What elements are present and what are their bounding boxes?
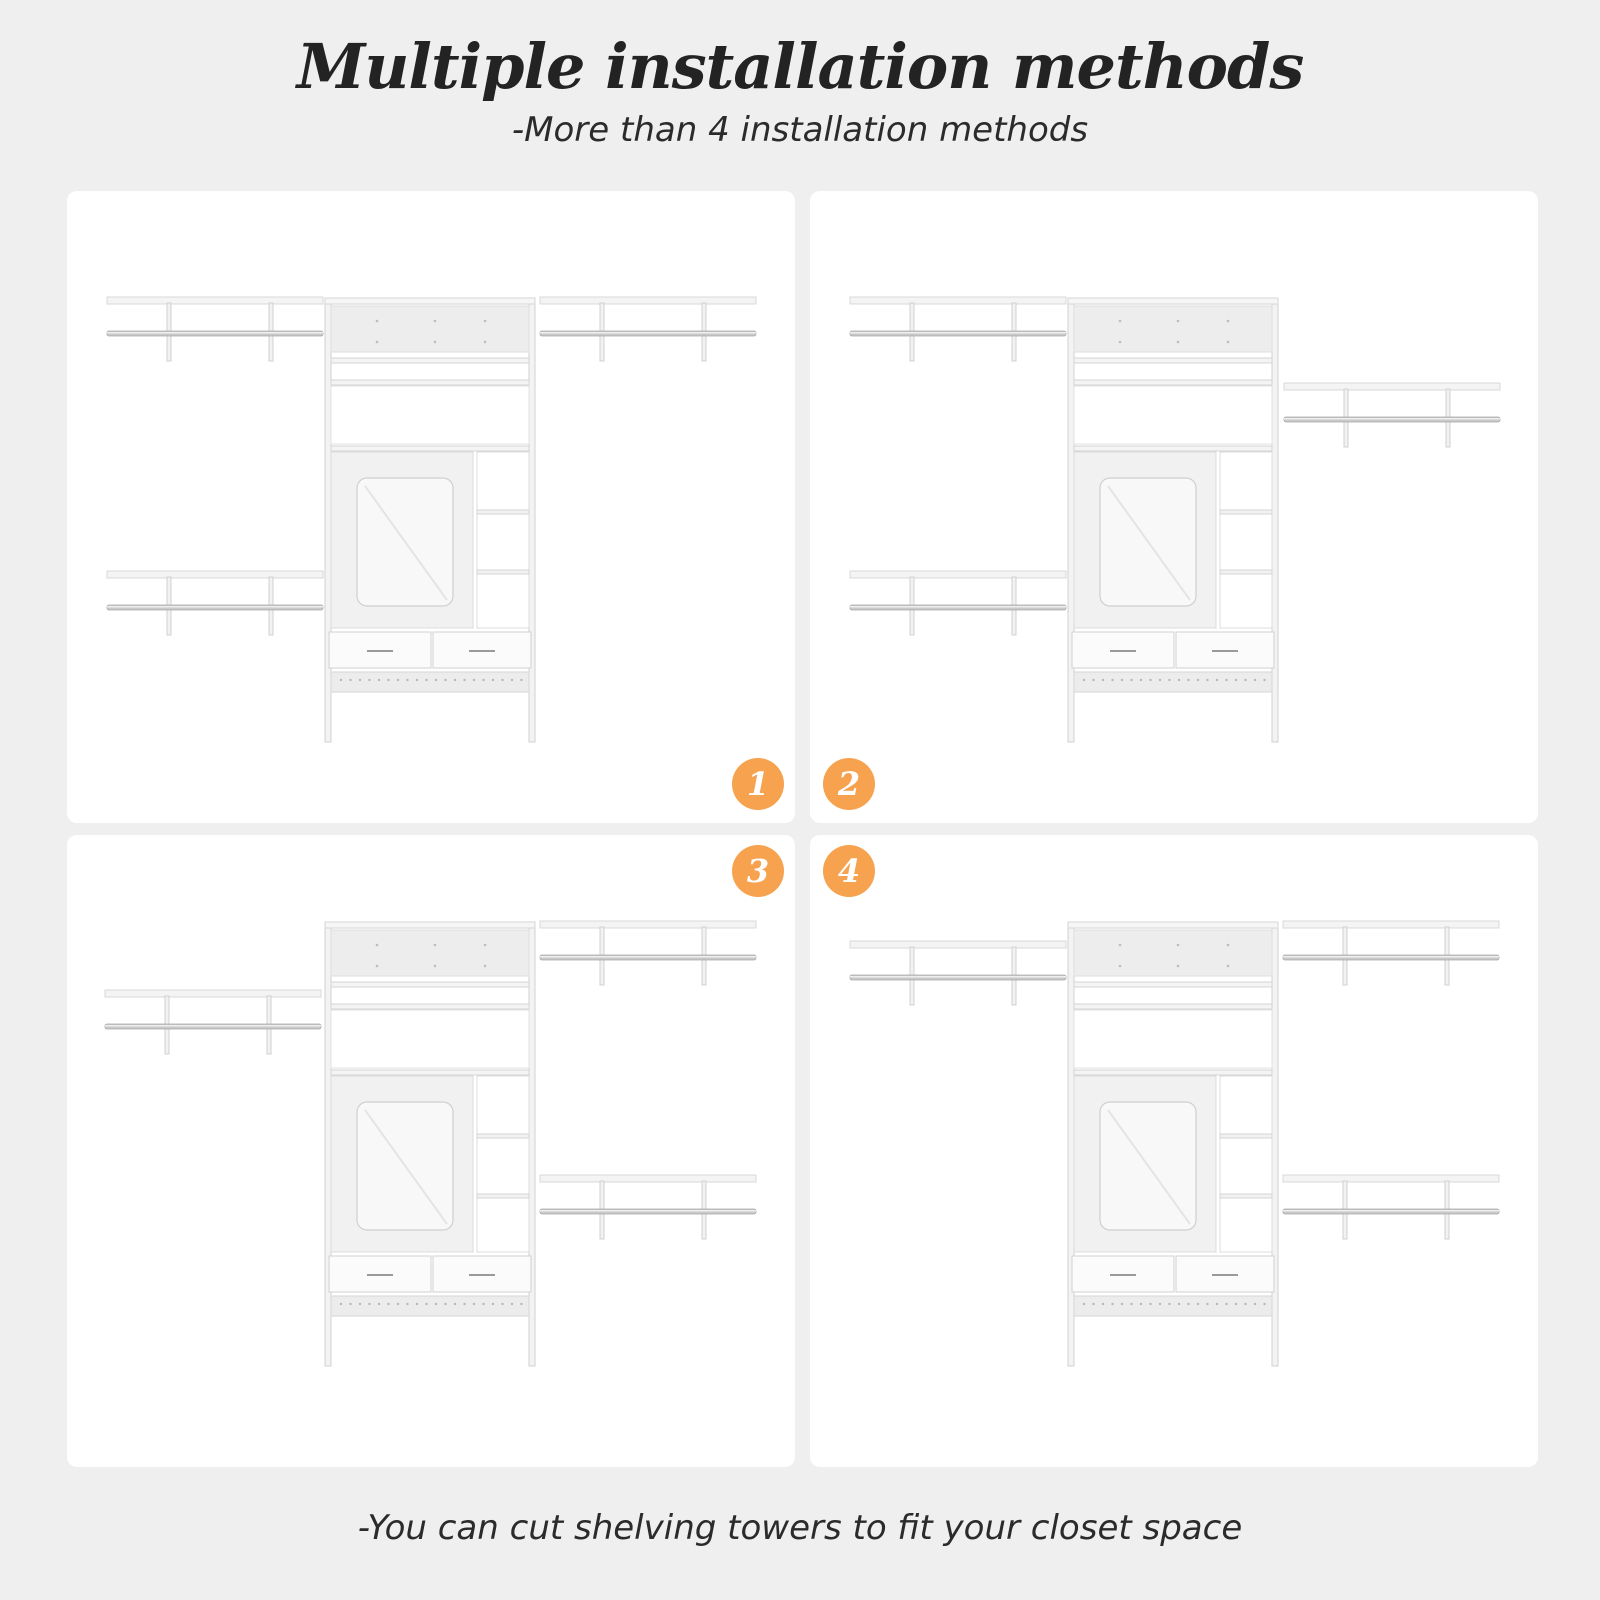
shelf-pin-hole [484, 944, 487, 947]
shelf-pin-hole [376, 944, 379, 947]
base-dot [378, 679, 380, 681]
side-cubby-shelf [477, 510, 529, 514]
shelf-pin-hole [376, 965, 379, 968]
closet-diagram-3 [67, 835, 795, 1467]
shelf-board [1284, 383, 1500, 390]
base-dot [1197, 679, 1199, 681]
shelf-pin-hole [1177, 341, 1180, 344]
side-cubby-shelf [1220, 510, 1272, 514]
tower-side-right [1272, 302, 1278, 742]
base-dot [492, 1303, 494, 1305]
base-dot [520, 679, 522, 681]
tower-open-cubby [331, 1010, 529, 1068]
drawer-handle [469, 1274, 495, 1276]
hanging-section-right-top [540, 297, 756, 361]
hanging-section-left-top [107, 297, 323, 361]
tower-shelf [1074, 380, 1272, 385]
hanging-section-left-bottom [107, 571, 323, 635]
base-dot [435, 679, 437, 681]
tower-open-cubby [1074, 1010, 1272, 1068]
base-dot [1225, 679, 1227, 681]
installation-method-panel-1 [67, 191, 795, 823]
closet-diagram-1 [67, 191, 795, 823]
base-dot [1206, 679, 1208, 681]
base-dot [501, 1303, 503, 1305]
base-dot [1187, 679, 1189, 681]
base-dot [1159, 679, 1161, 681]
base-dot [1140, 1303, 1142, 1305]
shelf-pin-hole [376, 341, 379, 344]
shelf-board [540, 1175, 756, 1182]
base-dot [520, 1303, 522, 1305]
base-dot [359, 1303, 361, 1305]
base-dot [1149, 679, 1151, 681]
shelf-board [1283, 1175, 1499, 1182]
tower-top [325, 298, 535, 304]
closet-diagram-2 [810, 191, 1538, 823]
base-dot [416, 679, 418, 681]
hanging-section-right-top [1283, 921, 1499, 985]
side-cubbies [1220, 452, 1272, 628]
base-dot [349, 679, 351, 681]
base-dot [444, 1303, 446, 1305]
shelf-pin-hole [434, 965, 437, 968]
base-dot [1092, 1303, 1094, 1305]
tower-shelf [331, 446, 529, 451]
base-dot [1235, 1303, 1237, 1305]
drawer-handle [367, 1274, 393, 1276]
base-dot [1254, 1303, 1256, 1305]
base-dot [1168, 679, 1170, 681]
tower-shelf [331, 982, 529, 987]
installation-method-panel-4 [810, 835, 1538, 1467]
shelf-pin-hole [1177, 944, 1180, 947]
tower-shelf [1074, 1004, 1272, 1009]
base-dot [1121, 679, 1123, 681]
tower-top-cubby [1074, 306, 1272, 352]
installation-method-panel-3 [67, 835, 795, 1467]
base-dot [1178, 679, 1180, 681]
rod-highlight [850, 606, 1066, 608]
shelf-pin-hole [1227, 965, 1230, 968]
drawer-handle [1212, 1274, 1238, 1276]
base-dot [1102, 1303, 1104, 1305]
tower-side-right [529, 926, 535, 1366]
shelf-pin-hole [376, 320, 379, 323]
base-dot [1254, 679, 1256, 681]
method-number-badge-2: 2 [823, 758, 875, 810]
side-cubby-shelf [477, 1194, 529, 1198]
hanging-section-right-bottom [1283, 1175, 1499, 1239]
tower-open-cubby [331, 386, 529, 444]
base-dot [1111, 679, 1113, 681]
shelf-board [1283, 921, 1499, 928]
rod-highlight [540, 956, 756, 958]
tower-side-left [1068, 302, 1074, 742]
tower-shelf [331, 1070, 529, 1075]
rod-highlight [540, 332, 756, 334]
base-dot [1263, 1303, 1265, 1305]
side-cubby-shelf [1220, 1134, 1272, 1138]
base-dot [416, 1303, 418, 1305]
page-title: Multiple installation methods [296, 30, 1304, 103]
base-dot [1178, 1303, 1180, 1305]
shelf-board [850, 941, 1066, 948]
base-dot [1216, 1303, 1218, 1305]
base-dot [387, 679, 389, 681]
hanging-section-left-bottom [850, 571, 1066, 635]
shelving-tower [1068, 298, 1278, 742]
tower-side-left [1068, 926, 1074, 1366]
shelf-board [107, 297, 323, 304]
tower-shelf [1074, 1070, 1272, 1075]
base-dot [425, 1303, 427, 1305]
tower-side-left [325, 926, 331, 1366]
rod-highlight [1284, 418, 1500, 420]
rod-highlight [107, 332, 323, 334]
shelf-board [850, 297, 1066, 304]
base-dot [1130, 1303, 1132, 1305]
side-cubbies [477, 1076, 529, 1252]
base-dot [463, 1303, 465, 1305]
base-dot [454, 679, 456, 681]
side-cubby-shelf [1220, 570, 1272, 574]
base-dot [482, 679, 484, 681]
shelf-pin-hole [1119, 320, 1122, 323]
shelf-board [540, 297, 756, 304]
base-dot [425, 679, 427, 681]
base-dot [1083, 1303, 1085, 1305]
shelf-pin-hole [1119, 965, 1122, 968]
shelf-board [540, 921, 756, 928]
base-dot [397, 1303, 399, 1305]
tower-base-shelf [1074, 1296, 1272, 1316]
shelf-pin-hole [1177, 965, 1180, 968]
base-dot [501, 679, 503, 681]
base-dot [406, 679, 408, 681]
tower-shelf [331, 380, 529, 385]
tower-top [1068, 298, 1278, 304]
tower-base-shelf [331, 672, 529, 692]
tower-shelf [331, 358, 529, 363]
page-subtitle: -More than 4 installation methods [511, 110, 1089, 150]
side-cubby-shelf [1220, 1194, 1272, 1198]
shelf-pin-hole [434, 944, 437, 947]
base-dot [340, 1303, 342, 1305]
base-dot [1159, 1303, 1161, 1305]
base-dot [1121, 1303, 1123, 1305]
base-dot [1187, 1303, 1189, 1305]
base-dot [1244, 679, 1246, 681]
base-dot [406, 1303, 408, 1305]
tower-side-right [529, 302, 535, 742]
shelf-pin-hole [1119, 341, 1122, 344]
method-number-badge-3: 3 [732, 845, 784, 897]
base-dot [1197, 1303, 1199, 1305]
base-dot [473, 1303, 475, 1305]
tower-shelf [1074, 982, 1272, 987]
hanging-section-right-bottom [540, 1175, 756, 1239]
shelf-pin-hole [484, 341, 487, 344]
shelf-board [850, 571, 1066, 578]
installation-method-panel-2 [810, 191, 1538, 823]
base-dot [511, 679, 513, 681]
rod-highlight [105, 1025, 321, 1027]
shelf-pin-hole [1227, 944, 1230, 947]
shelving-tower [325, 922, 535, 1366]
base-dot [368, 1303, 370, 1305]
base-dot [1140, 679, 1142, 681]
base-dot [1235, 679, 1237, 681]
base-dot [463, 679, 465, 681]
shelving-tower [325, 298, 535, 742]
shelf-pin-hole [484, 320, 487, 323]
rod-highlight [1283, 1210, 1499, 1212]
base-dot [387, 1303, 389, 1305]
hanging-section-left-top [850, 297, 1066, 361]
shelf-board [105, 990, 321, 997]
base-dot [1168, 1303, 1170, 1305]
hanging-section-left-middle [105, 990, 321, 1054]
base-dot [1092, 679, 1094, 681]
rod-highlight [850, 332, 1066, 334]
rod-highlight [107, 606, 323, 608]
rod-highlight [850, 976, 1066, 978]
tower-top-cubby [331, 930, 529, 976]
tower-top [325, 922, 535, 928]
rod-highlight [1283, 956, 1499, 958]
tower-top [1068, 922, 1278, 928]
shelf-board [107, 571, 323, 578]
tower-base-shelf [331, 1296, 529, 1316]
base-dot [1244, 1303, 1246, 1305]
hanging-section-left-top [850, 941, 1066, 1005]
side-cubbies [477, 452, 529, 628]
method-number-badge-1: 1 [732, 758, 784, 810]
tower-top-cubby [331, 306, 529, 352]
shelf-pin-hole [1119, 944, 1122, 947]
side-cubby-shelf [477, 1134, 529, 1138]
base-dot [1216, 679, 1218, 681]
tower-base-shelf [1074, 672, 1272, 692]
base-dot [444, 679, 446, 681]
tower-shelf [1074, 446, 1272, 451]
tower-side-right [1272, 926, 1278, 1366]
shelf-pin-hole [484, 965, 487, 968]
drawer-handle [1212, 650, 1238, 652]
drawer-handle [1110, 1274, 1136, 1276]
base-dot [368, 679, 370, 681]
shelf-pin-hole [434, 320, 437, 323]
shelf-pin-hole [1227, 341, 1230, 344]
shelf-pin-hole [434, 341, 437, 344]
footer-note: -You can cut shelving towers to fit your closet space [357, 1508, 1243, 1548]
side-cubby-shelf [477, 570, 529, 574]
base-dot [1263, 679, 1265, 681]
base-dot [378, 1303, 380, 1305]
base-dot [482, 1303, 484, 1305]
base-dot [1206, 1303, 1208, 1305]
base-dot [349, 1303, 351, 1305]
base-dot [1149, 1303, 1151, 1305]
base-dot [1225, 1303, 1227, 1305]
base-dot [1130, 679, 1132, 681]
method-number-badge-4: 4 [823, 845, 875, 897]
drawer-handle [367, 650, 393, 652]
hanging-section-right-middle [1284, 383, 1500, 447]
shelf-pin-hole [1177, 320, 1180, 323]
base-dot [359, 679, 361, 681]
rod-highlight [540, 1210, 756, 1212]
drawer-handle [1110, 650, 1136, 652]
tower-side-left [325, 302, 331, 742]
tower-shelf [1074, 358, 1272, 363]
tower-open-cubby [1074, 386, 1272, 444]
base-dot [454, 1303, 456, 1305]
shelf-pin-hole [1227, 320, 1230, 323]
base-dot [1083, 679, 1085, 681]
closet-diagram-4 [810, 835, 1538, 1467]
shelving-tower [1068, 922, 1278, 1366]
base-dot [397, 679, 399, 681]
base-dot [340, 679, 342, 681]
base-dot [473, 679, 475, 681]
base-dot [511, 1303, 513, 1305]
base-dot [492, 679, 494, 681]
base-dot [1111, 1303, 1113, 1305]
tower-top-cubby [1074, 930, 1272, 976]
base-dot [1102, 679, 1104, 681]
base-dot [435, 1303, 437, 1305]
hanging-section-right-top [540, 921, 756, 985]
drawer-handle [469, 650, 495, 652]
tower-shelf [331, 1004, 529, 1009]
side-cubbies [1220, 1076, 1272, 1252]
